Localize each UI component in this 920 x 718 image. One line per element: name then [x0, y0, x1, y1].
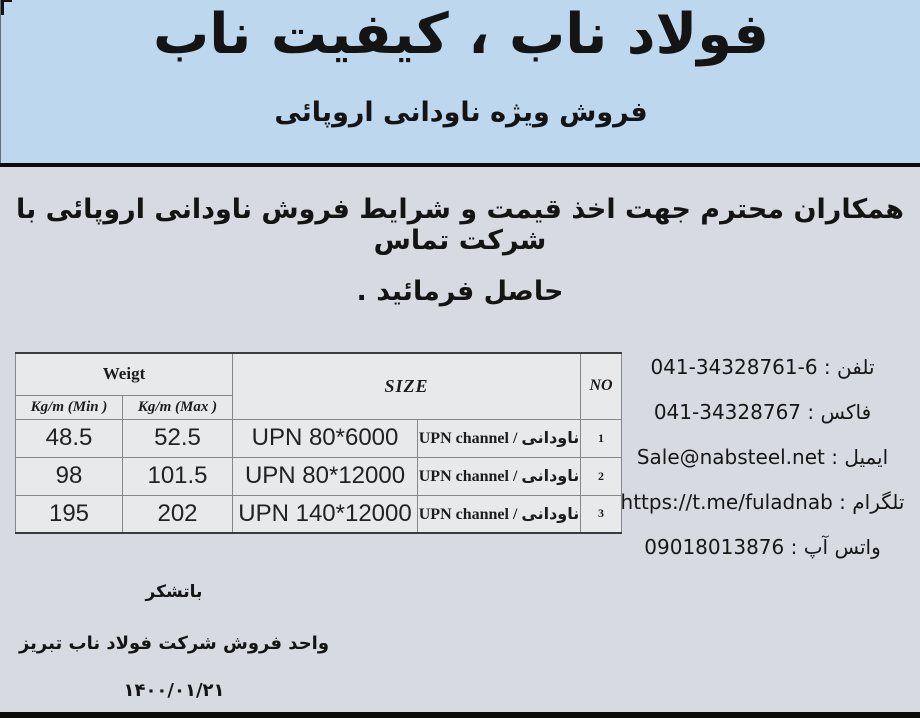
page-title: فولاد ناب ، کیفیت ناب	[153, 2, 769, 67]
table-row	[16, 457, 622, 495]
sales-unit-text: واحد فروش شرکت فولاد ناب تبریز	[18, 633, 330, 654]
column-header-weight: Weigt	[16, 353, 233, 395]
table-row	[16, 495, 622, 533]
contact-email	[605, 435, 920, 480]
contact-telegram-label: تلگرام	[852, 490, 905, 514]
contact-fax	[605, 390, 920, 435]
contact-email-label: ایمیل	[844, 445, 889, 469]
contact-phone	[605, 345, 920, 390]
contact-fax-value: 041-34328767	[653, 400, 802, 424]
contact-telegram	[605, 480, 920, 525]
intro-line-2: حاصل فرمائید .	[356, 276, 564, 307]
contact-separator: :	[817, 355, 838, 379]
cell-max-weight: 52.5	[123, 419, 233, 457]
signature-block	[15, 582, 333, 701]
contact-fax-label: فاکس	[820, 400, 872, 424]
cell-size: UPN 80*12000	[233, 457, 418, 495]
contact-phone-label: تلفن	[837, 355, 875, 379]
cell-product-type: UPN channel / ناودانی	[418, 419, 581, 457]
thanks-text: باتشکر	[145, 582, 203, 602]
table-header-row-1	[16, 353, 622, 395]
date-text: ۱۴۰۰/۰۱/۲۱	[123, 680, 225, 701]
page-subtitle: فروش ویژه ناودانی اروپائی	[274, 97, 648, 128]
cell-size: UPN 80*6000	[233, 419, 418, 457]
cell-min-weight: 98	[16, 457, 123, 495]
cell-max-weight: 202	[123, 495, 233, 533]
cell-row-number: 2	[581, 457, 622, 495]
contact-separator: :	[832, 490, 853, 514]
header-divider	[0, 163, 920, 167]
column-header-kgm-max: Kg/m (Max )	[123, 395, 233, 419]
contact-whatsapp-label: واتس آپ	[803, 535, 881, 559]
cell-product-type: UPN channel / ناودانی	[418, 495, 581, 533]
contact-info	[605, 345, 920, 570]
contact-separator: :	[784, 535, 804, 559]
header-band	[0, 0, 920, 163]
intro-line-1: همکاران محترم جهت اخذ قیمت و شرایط فروش ناودانی اروپائی با شرکت تماس	[15, 194, 904, 256]
column-header-kgm-min: Kg/m (Min )	[16, 395, 123, 419]
cell-row-number: 3	[581, 495, 622, 533]
column-header-no: NO	[581, 353, 622, 419]
cell-min-weight: 48.5	[16, 419, 123, 457]
cell-row-number: 1	[581, 419, 622, 457]
cell-max-weight: 101.5	[123, 457, 233, 495]
contact-email-value: Sale@nabsteel.net	[636, 445, 825, 469]
contact-telegram-value: https://t.me/fuladnab	[620, 490, 833, 514]
contact-separator: :	[824, 445, 845, 469]
products-table	[15, 352, 622, 534]
column-header-size: SIZE	[233, 353, 581, 419]
contact-phone-value: 041-34328761-6	[650, 355, 818, 379]
cell-size: UPN 140*12000	[233, 495, 418, 533]
contact-whatsapp	[605, 525, 920, 570]
cell-min-weight: 195	[16, 495, 123, 533]
table-row	[16, 419, 622, 457]
contact-whatsapp-value: 09018013876	[644, 535, 785, 559]
cell-product-type: UPN channel / ناودانی	[418, 457, 581, 495]
bottom-border-bar	[0, 712, 920, 718]
contact-separator: :	[801, 400, 821, 424]
